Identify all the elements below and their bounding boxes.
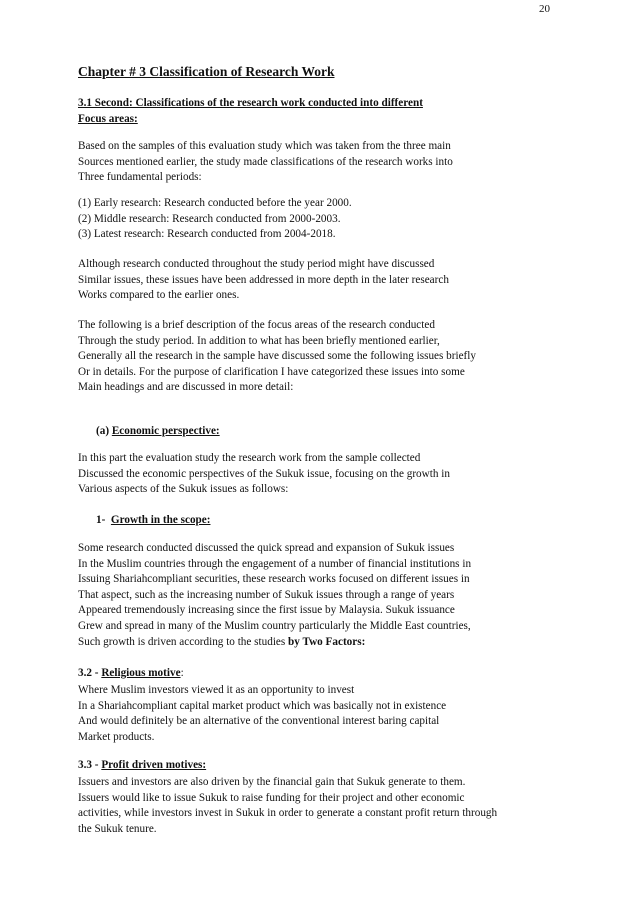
text-line: Market products.	[78, 730, 155, 743]
text-line: Where Muslim investors viewed it as an opportunity to invest	[78, 684, 355, 696]
section-3-3-label: Profit driven motives:	[101, 759, 207, 771]
heading-line: Focus areas:	[78, 112, 138, 125]
text-line: Issuers and investors are also driven by the financial gain that Sukuk generate to them.	[78, 776, 466, 788]
economic-heading	[96, 424, 220, 440]
section-number: 3.3 -	[78, 759, 102, 771]
section-3-3-heading	[78, 758, 206, 774]
text-line: In the Muslim countries through the engagement of a number of financial institutions in	[78, 557, 472, 570]
section-3-1-heading	[78, 96, 423, 127]
period-item: (2) Middle research: Research conducted from 2000-2003.	[78, 212, 341, 225]
text-line: Although research conducted throughout the study period might have discussed	[78, 258, 435, 270]
text-line: That aspect, such as the increasing number of Sukuk issues through a range of years	[78, 588, 455, 601]
profit-paragraph	[78, 775, 497, 837]
section-number: 3.2 -	[78, 667, 102, 679]
text-line: the Sukuk tenure.	[78, 822, 157, 835]
text-line: The following is a brief description of the focus areas of the research conducted	[78, 319, 435, 331]
text-line: In a Shariahcompliant capital market product which was basically not in existence	[78, 699, 447, 712]
text-line: And would definitely be an alternative of the conventional interest baring capital	[78, 715, 440, 728]
chapter-title: Chapter # 3 Classification of Research Work	[78, 64, 335, 79]
text-line: Sources mentioned earlier, the study made classifications of the research works into	[78, 155, 453, 168]
economic-heading-label: Economic perspective:	[111, 425, 220, 437]
punctuation: :	[180, 667, 184, 679]
text-line: activities, while investors invest in Sukuk in order to generate a constant profit return through	[78, 807, 498, 820]
section-3-2-heading	[78, 666, 184, 682]
text-line: Main headings and are discussed in more detail:	[78, 381, 294, 394]
paragraph-3	[78, 318, 476, 396]
text-line: Through the study period. In addition to what has been briefly mentioned earlier,	[78, 334, 440, 347]
text-line	[78, 635, 471, 651]
text-line: Or in details. For the purpose of clarification I have categorized these issues into some	[78, 365, 465, 378]
text-line: Issuers would like to issue Sukuk to raise funding for their project and other economic	[78, 791, 465, 804]
list-marker: (a)	[96, 425, 110, 437]
growth-paragraph	[78, 541, 471, 650]
text-line: Issuing Shariahcompliant securities, these research works focused on different issues in	[78, 573, 470, 586]
economic-paragraph	[78, 451, 450, 498]
text-line: Similar issues, these issues have been addressed in more depth in the later research	[78, 273, 449, 286]
text-segment: Such growth is driven according to the studies	[78, 635, 289, 648]
period-item: (1) Early research: Research conducted before the year 2000.	[78, 197, 352, 209]
intro-paragraph	[78, 139, 453, 186]
heading-line: 3.1 Second: Classifications of the research work conducted into different	[78, 97, 423, 109]
text-line: Generally all the research in the sample have discussed some the following issues briefly	[78, 350, 476, 363]
text-line: Various aspects of the Sukuk issues as follows:	[78, 483, 289, 496]
text-line: Appeared tremendously increasing since the first issue by Malaysia. Sukuk issuance	[78, 604, 455, 617]
growth-heading-label: Growth in the scope:	[110, 514, 211, 526]
bold-phrase: by Two Factors:	[288, 635, 366, 648]
religious-paragraph	[78, 683, 446, 745]
text-line: In this part the evaluation study the research work from the sample collected	[78, 452, 421, 464]
section-3-2-label: Religious motive	[101, 667, 181, 679]
text-line: Three fundamental periods:	[78, 171, 202, 184]
text-line: Grew and spread in many of the Muslim country particularly the Middle East countries,	[78, 619, 471, 632]
text-line: Based on the samples of this evaluation study which was taken from the three main	[78, 140, 451, 152]
text-line: Works compared to the earlier ones.	[78, 289, 240, 302]
text-line: Discussed the economic perspectives of the Sukuk issue, focusing on the growth in	[78, 467, 450, 480]
growth-heading	[96, 513, 210, 529]
list-marker: 1-	[96, 514, 106, 526]
page-number: 20	[539, 3, 550, 15]
paragraph-2	[78, 257, 449, 304]
period-item: (3) Latest research: Research conducted from 2004-2018.	[78, 228, 336, 241]
periods-list	[78, 196, 352, 243]
text-line: Some research conducted discussed the quick spread and expansion of Sukuk issues	[78, 542, 455, 554]
